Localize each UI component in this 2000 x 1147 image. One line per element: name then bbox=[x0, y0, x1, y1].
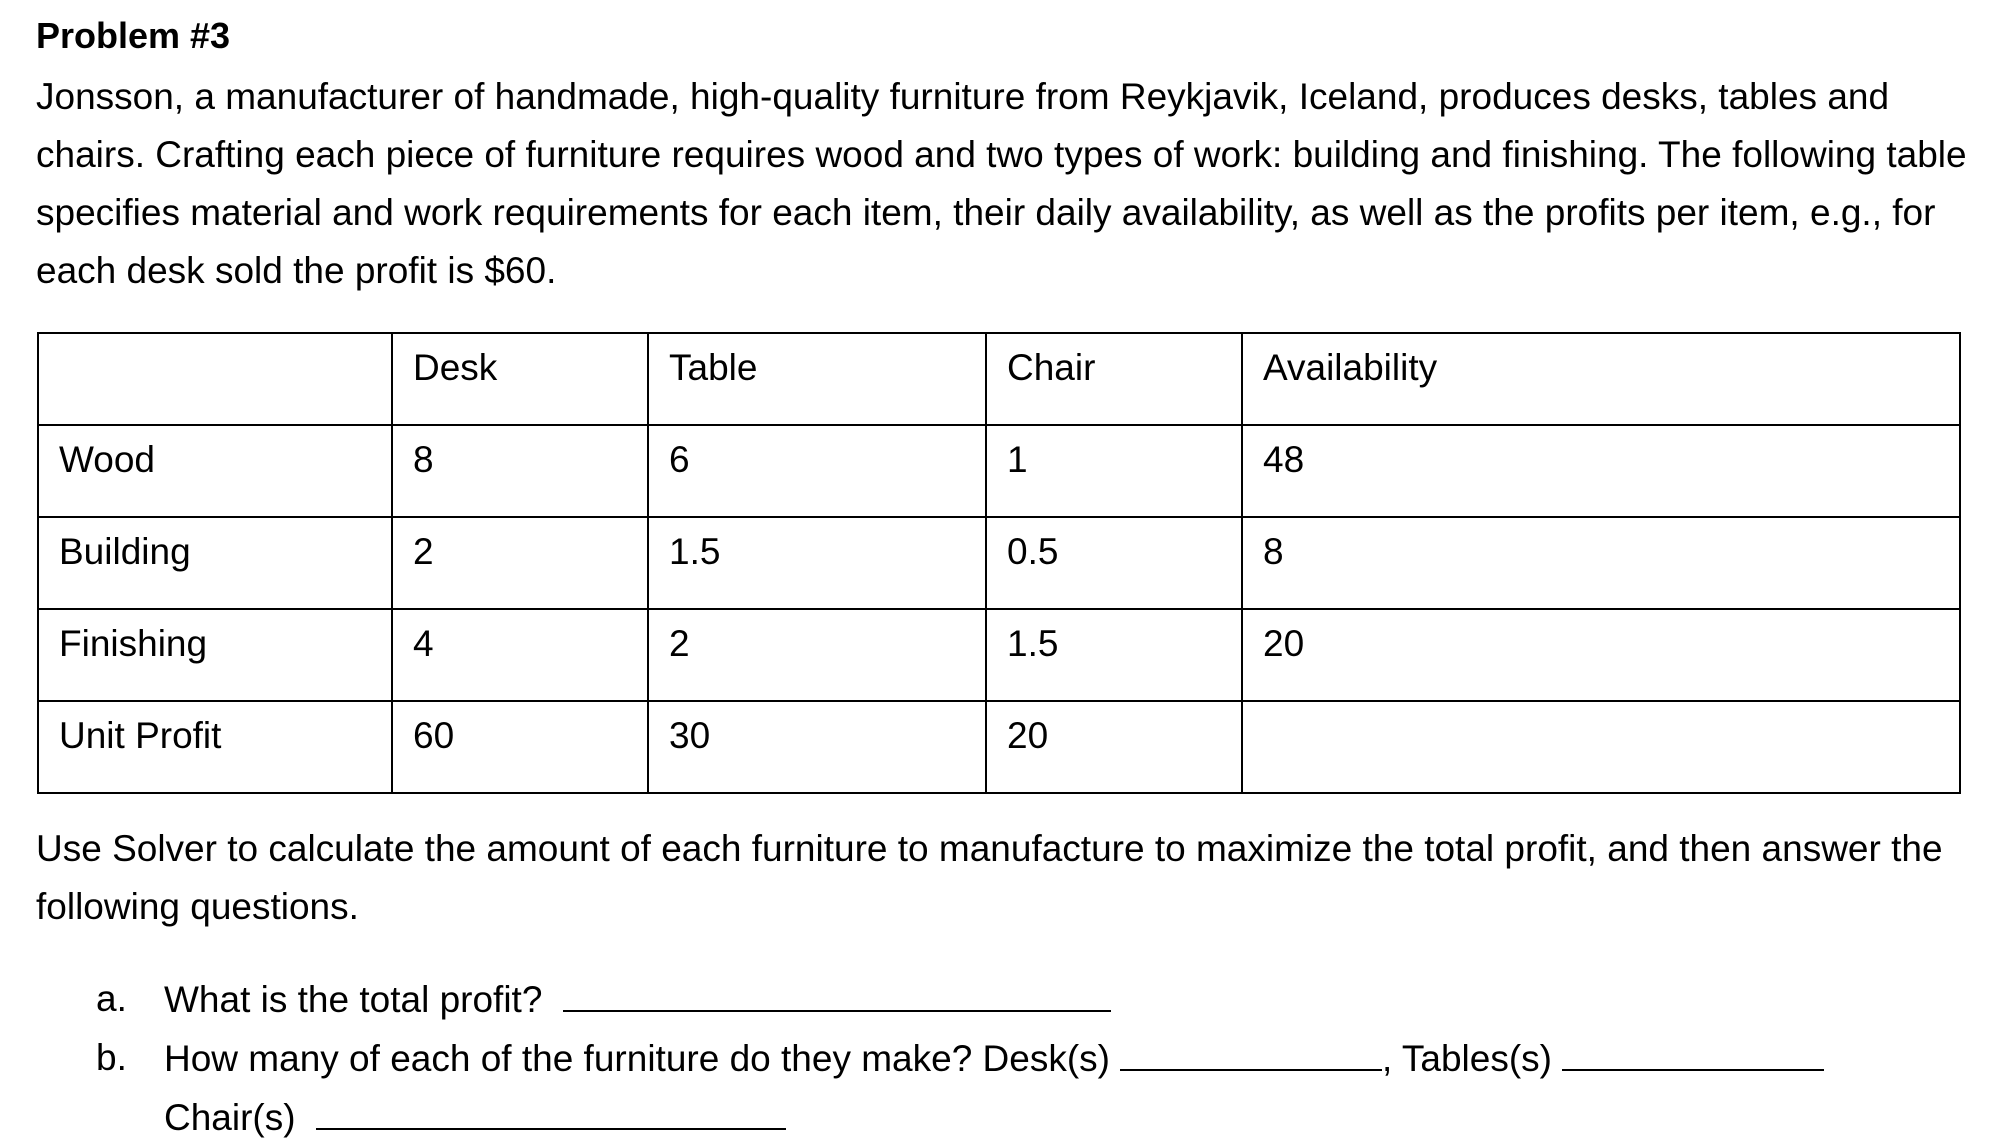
table-row bbox=[38, 609, 1960, 701]
table-cell: 2 bbox=[392, 517, 648, 609]
table-row bbox=[38, 425, 1960, 517]
table-row-label: Building bbox=[38, 517, 392, 609]
question-b-chairs-label: Chair(s) bbox=[164, 1097, 296, 1138]
question-a-text: What is the total profit? bbox=[164, 979, 543, 1020]
table-row bbox=[38, 517, 1960, 609]
table-cell: 1 bbox=[986, 425, 1242, 517]
table-cell bbox=[1242, 701, 1960, 793]
table-row-label: Wood bbox=[38, 425, 392, 517]
table-header-cell: Table bbox=[648, 333, 986, 425]
document-page bbox=[36, 14, 1976, 1138]
problem-intro: Jonsson, a manufacturer of handmade, high-quality furniture from Reykjavik, Iceland, produces desks, tables and chairs. Crafting each piece of furniture requires wood and two types of work: building and finishing. The following table specifies material and work requirements for each item, their daily availability, as well as the profits per item, e.g., for each desk sold the profit is $60. bbox=[36, 76, 1967, 291]
question-b bbox=[96, 1029, 1824, 1088]
table-cell: 30 bbox=[648, 701, 986, 793]
table-cell: 4 bbox=[392, 609, 648, 701]
chair-answer-blank[interactable] bbox=[316, 1088, 786, 1130]
question-b-tables-label: , Tables(s) bbox=[1382, 1038, 1552, 1079]
table-row bbox=[38, 701, 1960, 793]
problem-heading: Problem #3 bbox=[36, 15, 231, 56]
table-cell: 2 bbox=[648, 609, 986, 701]
solver-instructions: Use Solver to calculate the amount of each furniture to manufacture to maximize the total profit, and then answer the following questions. bbox=[36, 828, 1943, 927]
table-header-cell: Chair bbox=[986, 333, 1242, 425]
table-row-label: Finishing bbox=[38, 609, 392, 701]
question-b-continued bbox=[96, 1088, 1824, 1147]
table-header-cell: Availability bbox=[1242, 333, 1960, 425]
question-list bbox=[96, 970, 1824, 1147]
table-cell: 48 bbox=[1242, 425, 1960, 517]
question-a-marker: a. bbox=[96, 978, 127, 1019]
table-header-cell bbox=[38, 333, 392, 425]
table-cell: 6 bbox=[648, 425, 986, 517]
table-answer-blank[interactable] bbox=[1562, 1029, 1824, 1071]
table-cell: 8 bbox=[392, 425, 648, 517]
table-header-cell: Desk bbox=[392, 333, 648, 425]
question-b-marker: b. bbox=[96, 1037, 127, 1078]
table-cell: 8 bbox=[1242, 517, 1960, 609]
question-b-text: How many of each of the furniture do they make? Desk(s) bbox=[164, 1038, 1110, 1079]
table-row-label: Unit Profit bbox=[38, 701, 392, 793]
desk-answer-blank[interactable] bbox=[1120, 1029, 1382, 1071]
question-a bbox=[96, 970, 1824, 1029]
table-cell: 1.5 bbox=[648, 517, 986, 609]
requirements-table bbox=[37, 332, 1961, 794]
table-cell: 20 bbox=[986, 701, 1242, 793]
table-cell: 1.5 bbox=[986, 609, 1242, 701]
table-cell: 20 bbox=[1242, 609, 1960, 701]
total-profit-answer-blank[interactable] bbox=[563, 970, 1111, 1012]
table-cell: 60 bbox=[392, 701, 648, 793]
table-cell: 0.5 bbox=[986, 517, 1242, 609]
table-header-row bbox=[38, 333, 1960, 425]
